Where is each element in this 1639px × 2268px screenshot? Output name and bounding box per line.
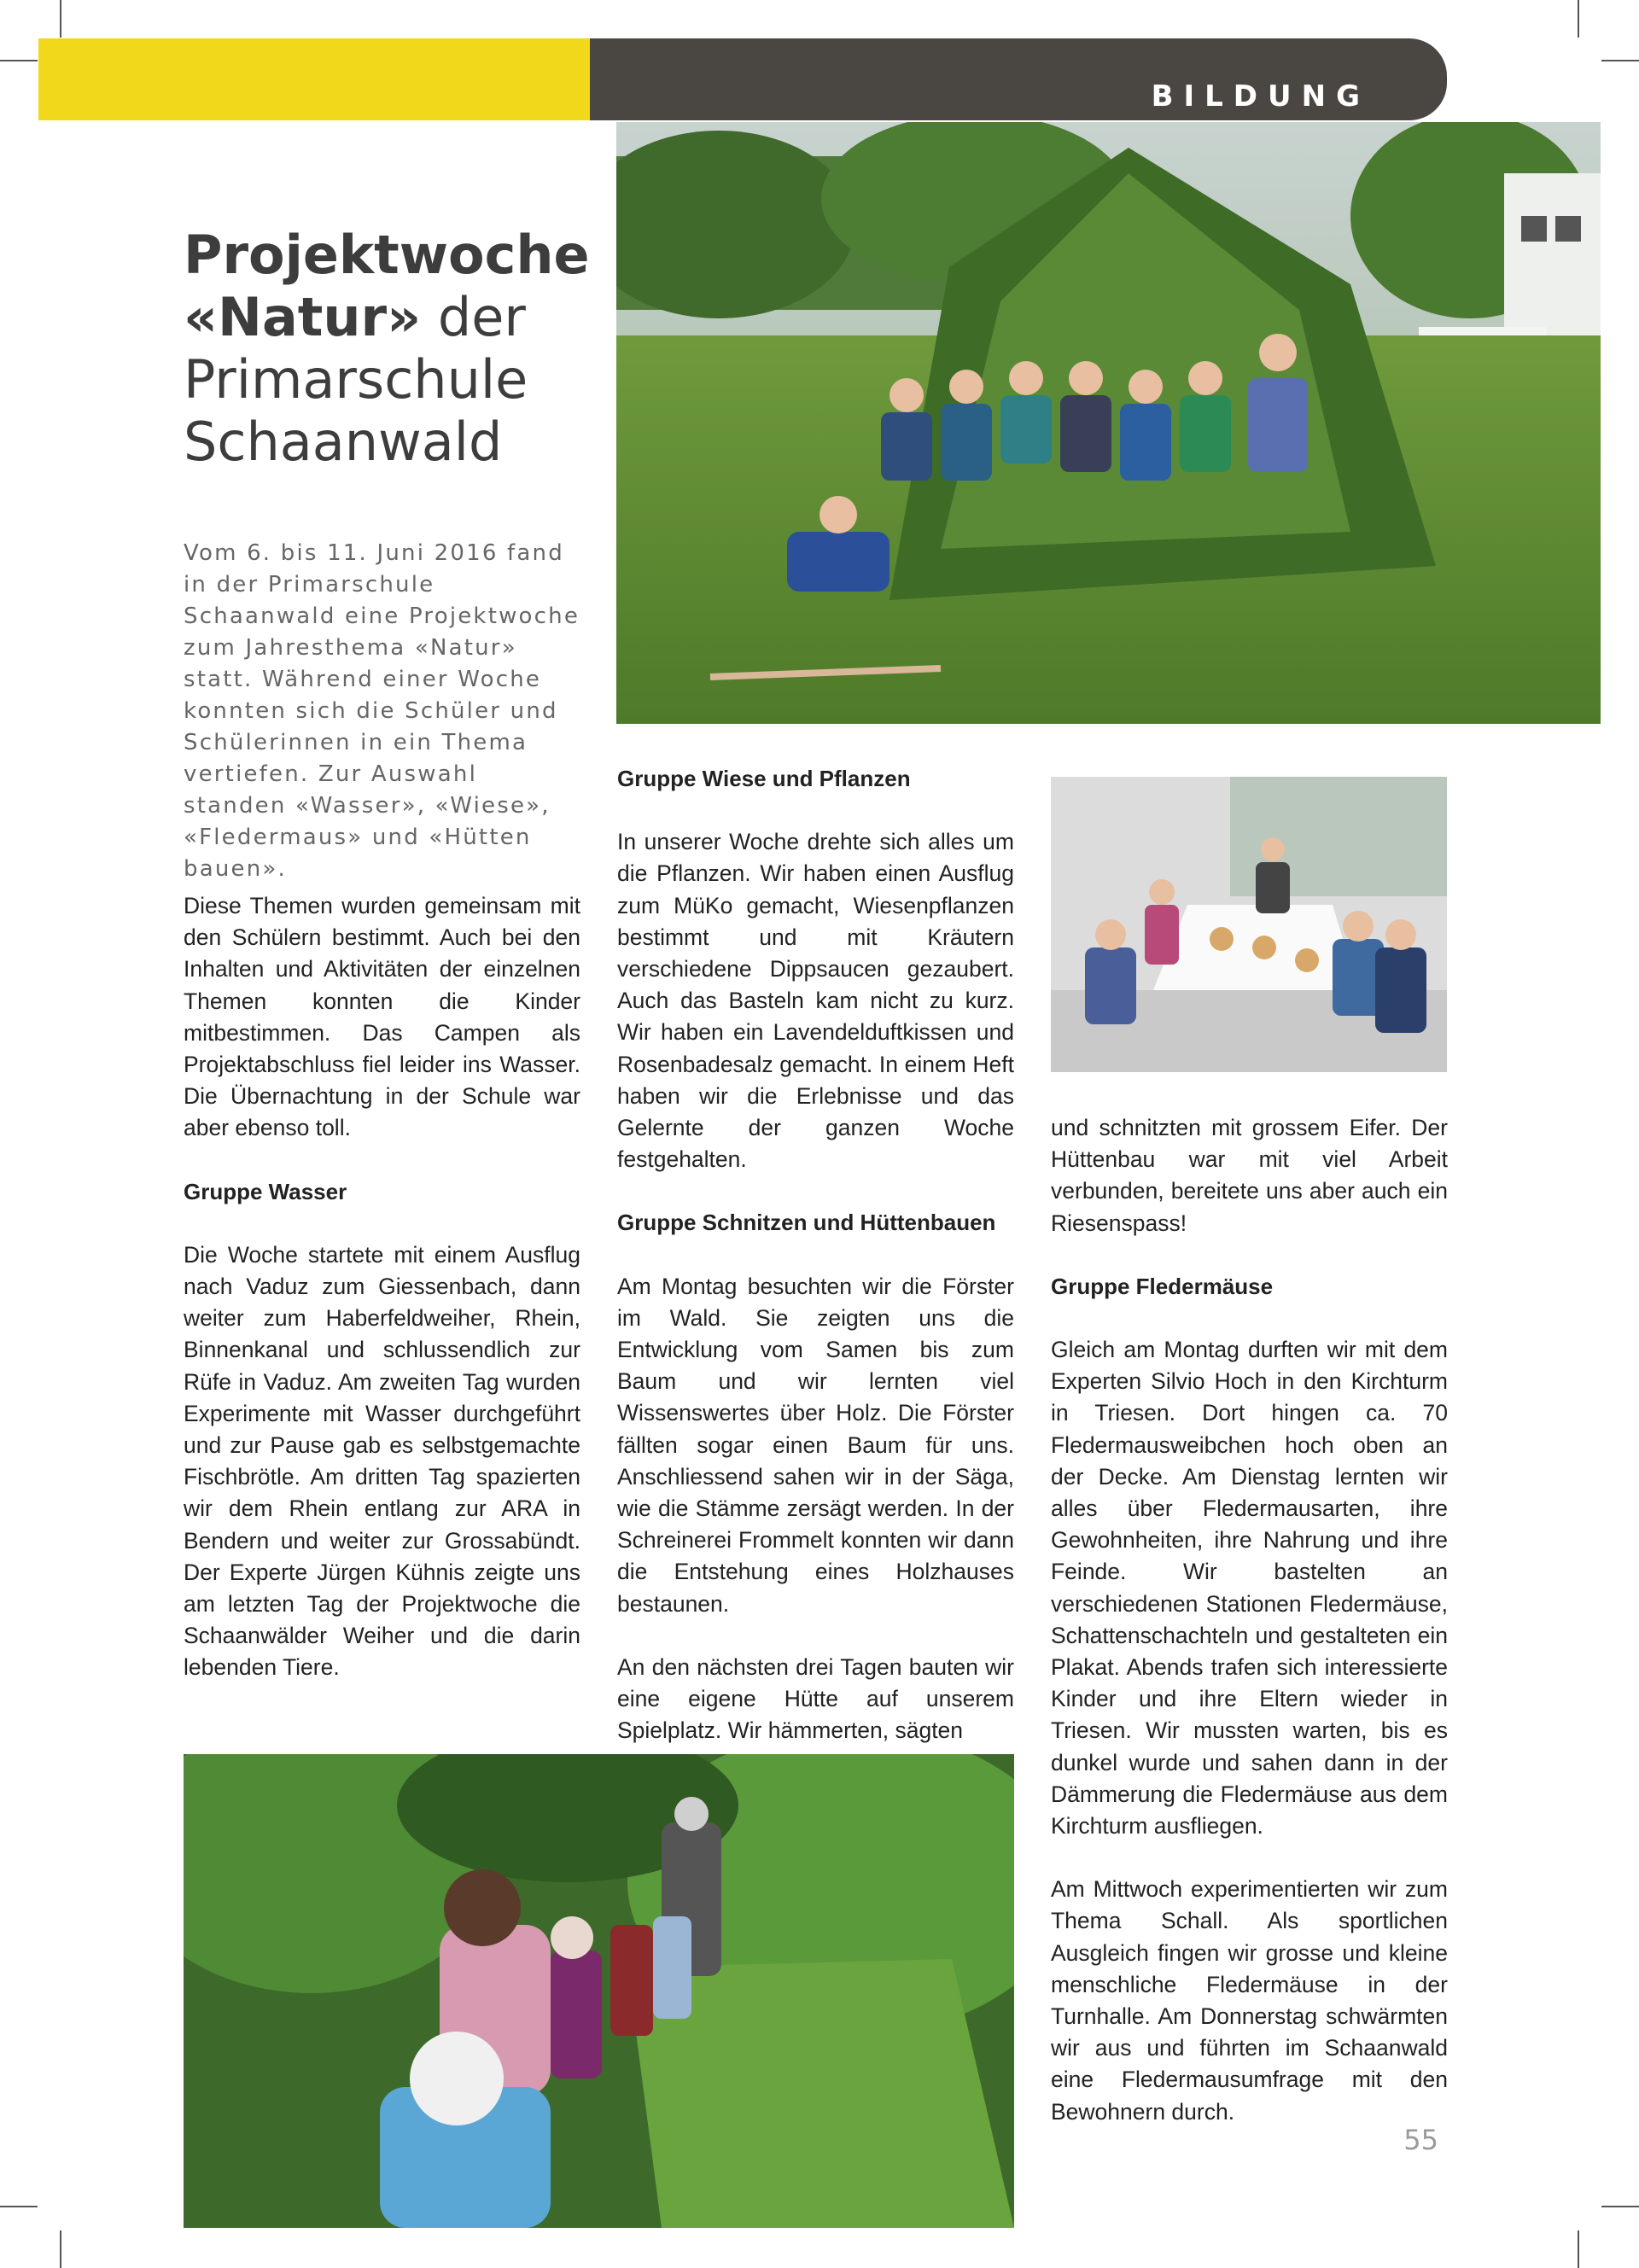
crop-mark — [60, 2230, 61, 2268]
paragraph-wasser: Die Woche startete mit einem Ausflug nach Vaduz zum Giessenbach, dann weiter zum Haberfeldweiher, Rhein, Binnenkanal und schlussendlich zur Rüfe in Vaduz. Am zweiten Tag wurden Experimente mit Wasser durchgeführt und zur Pause gab es selbstgemachte Fischbrötle. Am dritten Tag spazierten wir dem Rhein entlang zur ARA in Bendern und weiter zur Grossabündt. Der Experte Jürgen Kühnis zeigte uns am letzten Tag der Projektwoche die Schaanwälder Weiher und die darin lebenden Tiere. — [184, 1241, 580, 1681]
title-rest: der Primarschule Schaanwald — [184, 286, 528, 473]
paragraph-themes: Diese Themen wurden gemeinsam mit den Schülern bestimmt. Auch bei den Inhalten und Aktivitäten der einzelnen Themen konnten die Kinder mitbestimmen. Das Campen als Projektabschluss fiel leider ins Wasser. Die Übernachtung in der Schule war aber ebenso toll. — [184, 893, 580, 1141]
column-1 — [184, 890, 580, 1716]
article-intro: Vom 6. bis 11. Juni 2016 fand in der Primarschule Schaanwald eine Projektwoche zum Jahresthema «Natur» statt. Während einer Woche konnten sich die Schüler und Schülerinnen in ein Thema vertiefen. Zur Auswahl standen «Wasser», «Wiese», «Fledermaus» und «Hütten bauen». — [184, 540, 580, 882]
article-title — [184, 224, 590, 473]
crop-mark — [1601, 60, 1639, 61]
header-bar — [590, 38, 1447, 120]
column-3 — [1051, 1112, 1448, 2160]
heading-fledermaus: Gruppe Fledermäuse — [1051, 1273, 1274, 1299]
column-2-top — [617, 763, 1014, 1778]
crop-mark — [1578, 2230, 1579, 2268]
heading-wasser: Gruppe Wasser — [184, 1178, 347, 1204]
photo-children-hut — [616, 122, 1601, 724]
crop-mark — [0, 60, 38, 61]
paragraph-wiese: In unserer Woche drehte sich alles um die Pflanzen. Wir haben einen Ausflug zum MüKo gemacht, Wiesenpflanzen bestimmt und mit Kräutern verschiedene Dippsaucen gezaubert. Auch das Basteln kam nicht zu kurz. Wir haben ein Lavendelduftkissen und Rosenbadesalz gemacht. In einem Heft haben wir die Erlebnisse und das Gelernte der ganzen Woche festgehalten. — [617, 829, 1014, 1173]
photo-children-table — [1051, 777, 1447, 1072]
heading-wiese: Gruppe Wiese und Pflanzen — [617, 766, 911, 791]
crop-mark — [60, 0, 61, 38]
photo-children-forest — [184, 1754, 1014, 2228]
crop-mark — [1578, 0, 1579, 38]
paragraph-fledermaus-1: Gleich am Montag durften wir mit dem Experten Silvio Hoch in den Kirchturm in Triesen. Dort hingen ca. 70 Fledermausweibchen hoch oben an der Decke. Am Dienstag lernten wir alles über Fledermausarten, ihre Gewohnheiten, ihre Nahrung und ihre Feinde. Wir bastelten an verschiedenen Stationen Fledermäuse, Schattenschachteln und gestalteten ein Plakat. Abends trafen sich interessierte Kinder und ihre Eltern wieder in Triesen. Wir mussten warten, bis es dunkel wurde und sahen dann in der Dämmerung die Fledermäuse aus dem Kirchturm ausfliegen. — [1051, 1337, 1448, 1839]
accent-bar — [38, 38, 590, 120]
crop-mark — [0, 2206, 38, 2207]
paragraph-schnitzen-2: An den nächsten drei Tagen bauten wir eine eigene Hütte auf unserem Spielplatz. Wir hämmerten, sägten — [617, 1653, 1014, 1744]
crop-mark — [1601, 2206, 1639, 2207]
paragraph-fledermaus-2: Am Mittwoch experimentierten wir zum Thema Schall. Als sportlichen Ausgleich fingen wir grosse und kleine menschliche Fledermäuse in der Turnhalle. Am Donnerstag schwärmten wir aus und führten im Schaanwald eine Fledermausumfrage mit den Bewohnern durch. — [1051, 1876, 1448, 2125]
page-number: 55 — [1403, 2124, 1438, 2156]
title-bold: Projektwoche «Natur» — [184, 224, 590, 348]
heading-schnitzen: Gruppe Schnitzen und Hüttenbauen — [617, 1210, 996, 1236]
section-label: BILDUNG — [1151, 79, 1370, 114]
paragraph-schnitzen-3: und schnitzten mit grossem Eifer. Der Hüttenbau war mit viel Arbeit verbunden, bereitete uns aber auch ein Riesenspass! — [1051, 1115, 1448, 1236]
paragraph-schnitzen-1: Am Montag besuchten wir die Förster im Wald. Sie zeigten uns die Entwicklung vom Samen bis zum Baum und wir lernten viel Wissenswertes über Holz. Die Förster fällten sogar einen Baum für uns. Anschliessend sahen wir in der Säga, wie die Stämme zersägt werden. In der Schreinerei Frommelt konnten wir dann die Entstehung eines Holzhauses bestaunen. — [617, 1273, 1014, 1617]
